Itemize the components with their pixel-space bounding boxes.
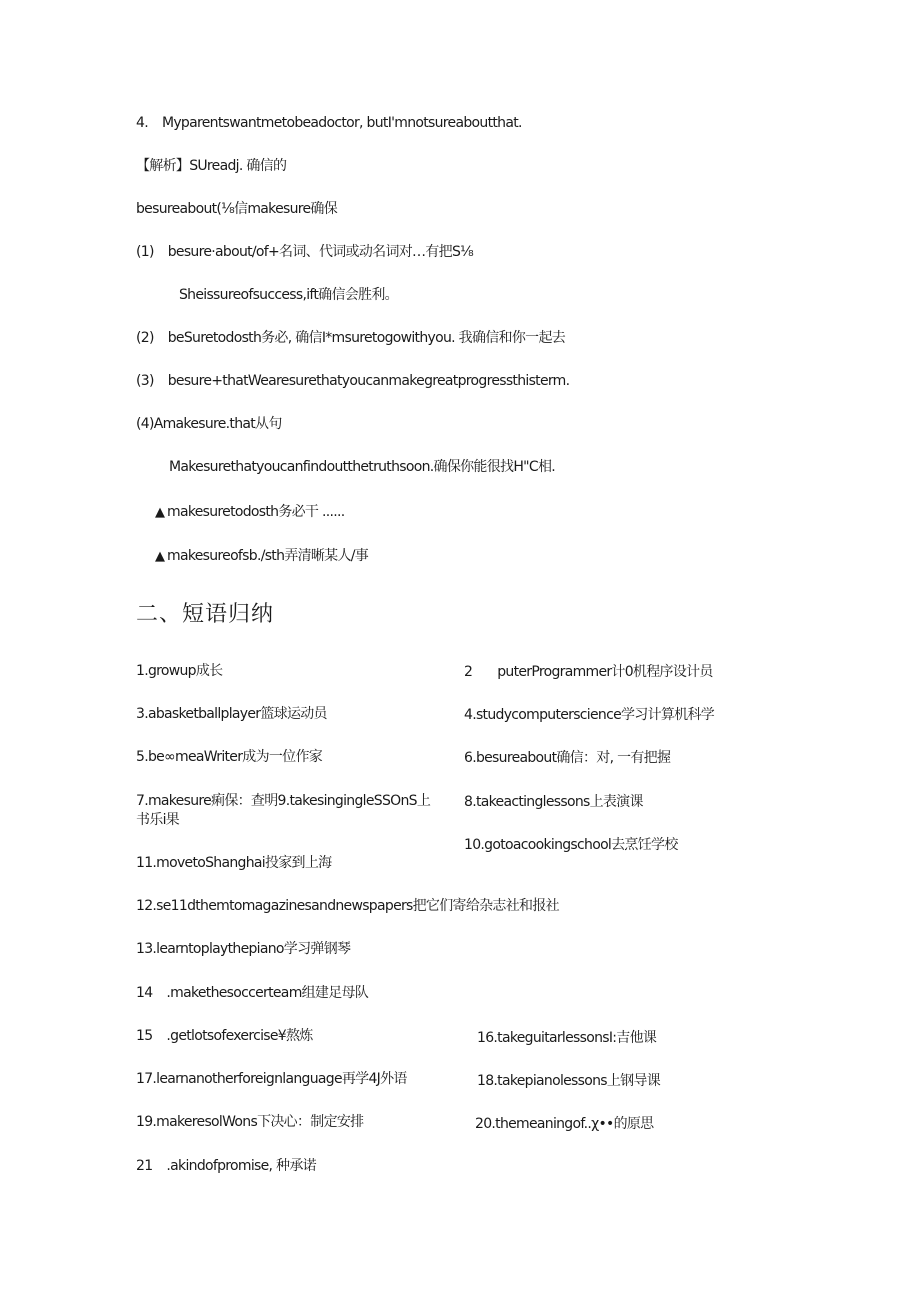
phrase-20: 20.themeaningof..χ••的原思 xyxy=(475,1116,654,1132)
usage-item-4 xyxy=(136,415,282,433)
phrase-text: .akindofpromise, 种承诺 xyxy=(166,1158,316,1174)
sentence-number: 4. xyxy=(136,115,148,131)
phrase-15 xyxy=(136,1027,313,1045)
phrase-number: 2 xyxy=(464,664,473,680)
usage-item-1-example: Sheissureofsuccess,ift确信会胜利。 xyxy=(179,287,398,303)
item-text: beSuretodosth务必, 确信I*msuretogowithyou. 我确信和你一起去 xyxy=(167,330,566,346)
phrase-1: 1.growup成长 xyxy=(136,663,223,679)
analysis-title: 【解析】SUreadj. 确信的 xyxy=(136,158,287,174)
item-text: besure·about∕of+名词、代词或动名词对…有把S⅛ xyxy=(167,244,474,260)
phrase-21 xyxy=(136,1157,316,1175)
note-1 xyxy=(155,503,344,522)
item-number: (3) xyxy=(136,373,154,389)
phrase-7-line-1: 7.makesure痢保：查明9.takesingingleSSOnS上 xyxy=(136,793,431,809)
phrase-12: 12.se11dthemtomagazinesandnewspapers把它们寄给杂志社和报社 xyxy=(136,898,559,914)
phrase-6: 6.besureabout确信：对, 一有把握 xyxy=(464,750,671,766)
phrase-number: 14 xyxy=(136,985,153,1001)
phrase-3: 3.abasketballplayer篮球运动员 xyxy=(136,706,327,722)
phrase-7-line-2: 书乐i果 xyxy=(136,812,180,828)
section-heading: 二、短语归纳 xyxy=(136,602,275,627)
sentence-text: Myparentswantmetobeadoctor, butI'mnotsureaboutthat. xyxy=(161,115,522,131)
phrase-text: .getlotsofexercise¥熬炼 xyxy=(166,1028,313,1044)
item-number: (2) xyxy=(136,330,154,346)
note-2 xyxy=(155,547,368,566)
item-number: (1) xyxy=(136,244,154,260)
phrase-14 xyxy=(136,984,368,1002)
note-text: makesureofsb./sth弄清晰某人/事 xyxy=(167,548,369,564)
triangle-icon: ▲ xyxy=(155,505,165,520)
phrase-13: 13.learntoplaythepiano学习弹钢琴 xyxy=(136,941,351,957)
usage-item-3 xyxy=(136,372,569,390)
phrase-text: .makethesoccerteam组建足母队 xyxy=(166,985,369,1001)
phrase-number: 15 xyxy=(136,1028,153,1044)
usage-item-4-example: Makesurethatyoucanfindoutthetruthsoon.确保你能很找H"C相. xyxy=(169,459,556,475)
phrase-8: 8.takeactinglessons上表演课 xyxy=(464,794,643,810)
note-text: makesuretodosth务必干 ...... xyxy=(167,504,345,520)
phrase-text: puterProgrammer计0机程序设计员 xyxy=(497,664,713,680)
phrase-16: 16.takeguitarlessonsI:吉他课 xyxy=(477,1030,657,1046)
usage-line: besureabout(⅛信makesure确保 xyxy=(136,201,338,217)
phrase-18: 18.takepianolessons上钢导课 xyxy=(477,1073,661,1089)
triangle-icon: ▲ xyxy=(155,549,165,564)
phrase-19: 19.makeresolWons下决心：制定安排 xyxy=(136,1114,364,1130)
phrase-4: 4.studycomputerscience学习计算机科学 xyxy=(464,707,715,723)
item-number: (4) xyxy=(136,416,154,432)
phrase-number: 21 xyxy=(136,1158,153,1174)
sentence-4 xyxy=(136,114,522,132)
phrase-11: 11.movetoShanghai投家到上海 xyxy=(136,855,332,871)
phrase-17: 17.learnanotherforeignlanguage再学4J外语 xyxy=(136,1071,407,1087)
item-text: besure+thatWearesurethatyoucanmakegreatprogressthisterm. xyxy=(167,373,570,389)
usage-item-2 xyxy=(136,329,565,347)
item-text: Amakesure.that从句 xyxy=(153,416,282,432)
phrase-2 xyxy=(464,663,713,681)
usage-item-1 xyxy=(136,243,473,261)
phrase-5: 5.be∞meaWriter成为一位作家 xyxy=(136,749,323,765)
phrase-10: 10.gotoacookingschool去烹饪学校 xyxy=(464,837,678,853)
